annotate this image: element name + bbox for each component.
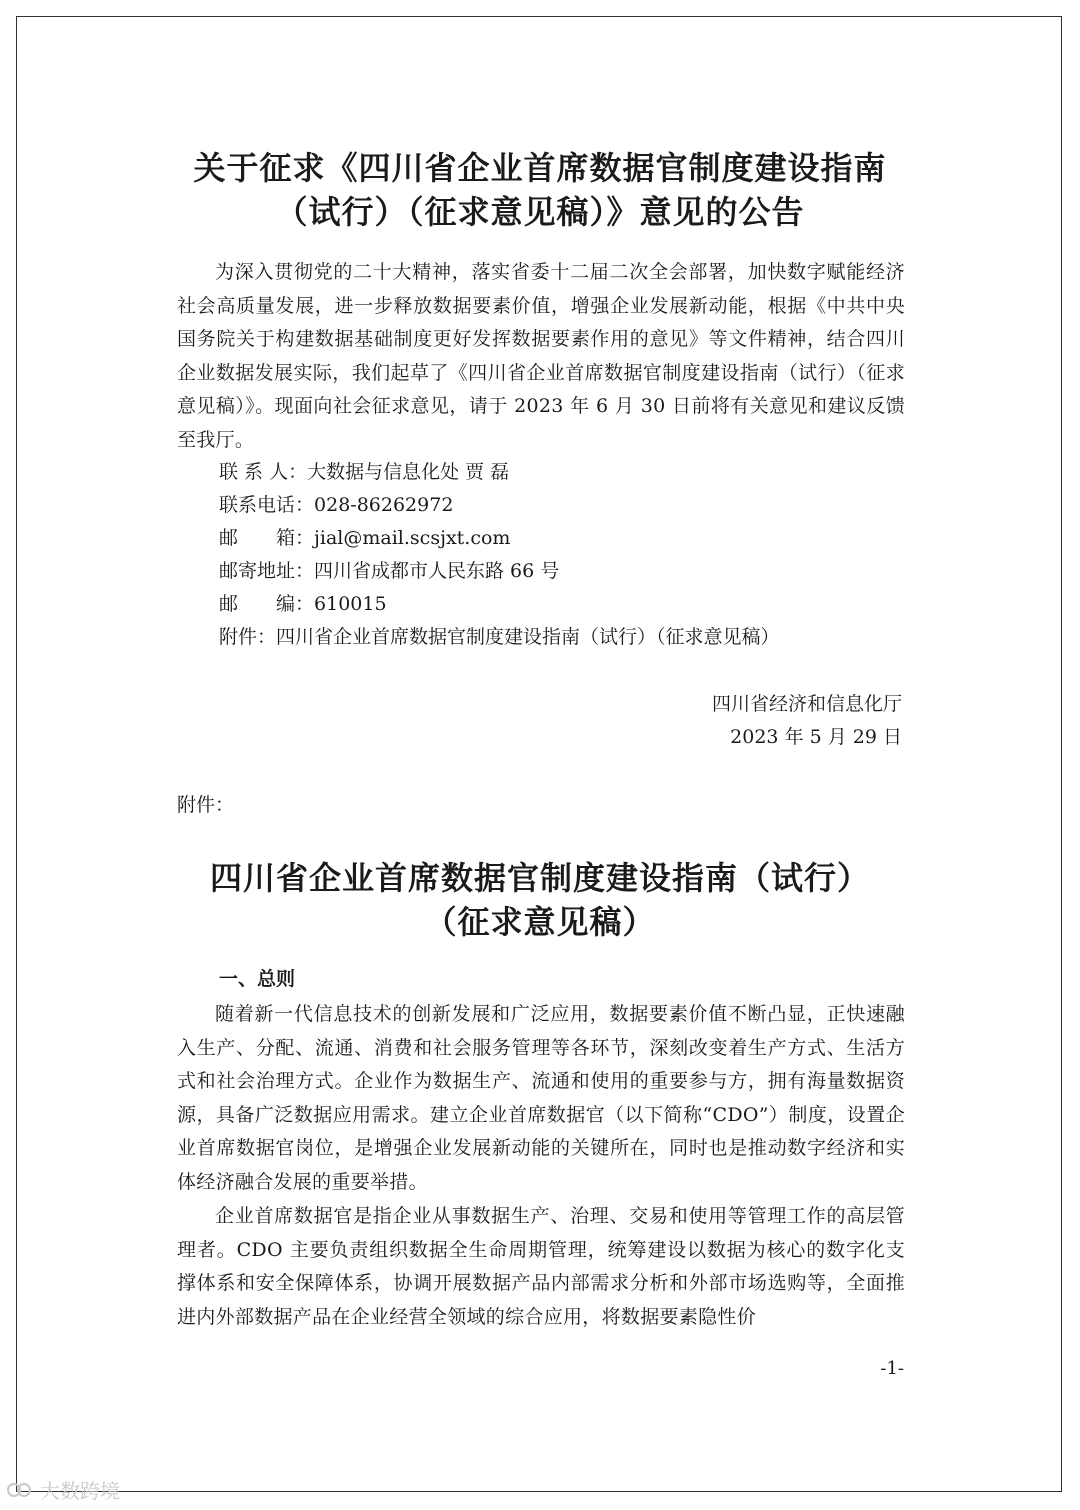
issue-date: 2023 年 5 月 29 日 bbox=[730, 726, 902, 748]
guide-title-line1: 四川省企业首席数据官制度建设指南（试行） bbox=[209, 859, 870, 897]
guide-title bbox=[0, 856, 1080, 944]
contact-address: 邮寄地址：四川省成都市人民东路 66 号 bbox=[219, 560, 560, 582]
contact-person: 联 系 人：大数据与信息化处 贾 磊 bbox=[219, 461, 510, 483]
notice-body: 为深入贯彻党的二十大精神，落实省委十二届二次全会部署，加快数字赋能经济社会高质量发展，进一步释放数据要素价值，增强企业发展新动能，根据《中共中央 国务院关于构建数据基础制度更好发挥数据要素作用的意见》等文件精神，结合四川企业数据发展实际，我们起草了《四川省企业首席数据官制度建设指南（试行）（征求意见稿）》。现面向社会征求意见，请于 2023 年 6 月 30 日前将有关意见和建议反馈至我厅。 bbox=[177, 261, 905, 451]
contact-postcode: 邮 编：610015 bbox=[219, 593, 387, 615]
section-heading: 一、总则 bbox=[219, 968, 296, 990]
notice-title bbox=[0, 146, 1080, 234]
watermark-logo-icon bbox=[6, 1480, 34, 1500]
issuer: 四川省经济和信息化厅 bbox=[711, 693, 902, 715]
contact-block bbox=[219, 456, 780, 654]
watermark-text: 大数跨境 bbox=[40, 1479, 120, 1503]
watermark bbox=[6, 1475, 120, 1504]
contact-phone: 联系电话：028-86262972 bbox=[219, 494, 454, 516]
signature-block bbox=[712, 688, 902, 754]
notice-title-line1: 关于征求《四川省企业首席数据官制度建设指南 bbox=[193, 149, 887, 187]
page-number: -1- bbox=[880, 1358, 904, 1379]
guide-paragraph-2: 企业首席数据官是指企业从事数据生产、治理、交易和使用等管理工作的高层管理者。CDO 主要负责组织数据全生命周期管理，统筹建设以数据为核心的数字化支撑体系和安全保障体系，协调开展数据产品内部需求分析和外部市场选购等，全面推进内外部数据产品在企业经营全领域的综合应用，将数据要素隐性价 bbox=[177, 1205, 905, 1328]
guide-paragraph-1: 随着新一代信息技术的创新发展和广泛应用，数据要素价值不断凸显，正快速融入生产、分配、流通、消费和社会服务管理等各环节，深刻改变着生产方式、生活方式和社会治理方式。企业作为数据生产、流通和使用的重要参与方，拥有海量数据资源，具备广泛数据应用需求。建立企业首席数据官（以下简称“CDO”）制度，设置企业首席数据官岗位，是增强企业发展新动能的关键所在，同时也是推动数字经济和实体经济融合发展的重要举措。 bbox=[177, 1003, 905, 1193]
contact-email: 邮 箱：jial@mail.scsjxt.com bbox=[219, 527, 511, 549]
guide-title-line2: （征求意见稿） bbox=[424, 903, 656, 941]
attachment-line: 附件：四川省企业首席数据官制度建设指南（试行）（征求意见稿） bbox=[219, 626, 780, 648]
attachment-label: 附件： bbox=[177, 794, 235, 816]
notice-title-line2: （试行）（征求意见稿）》意见的公告 bbox=[275, 193, 805, 231]
